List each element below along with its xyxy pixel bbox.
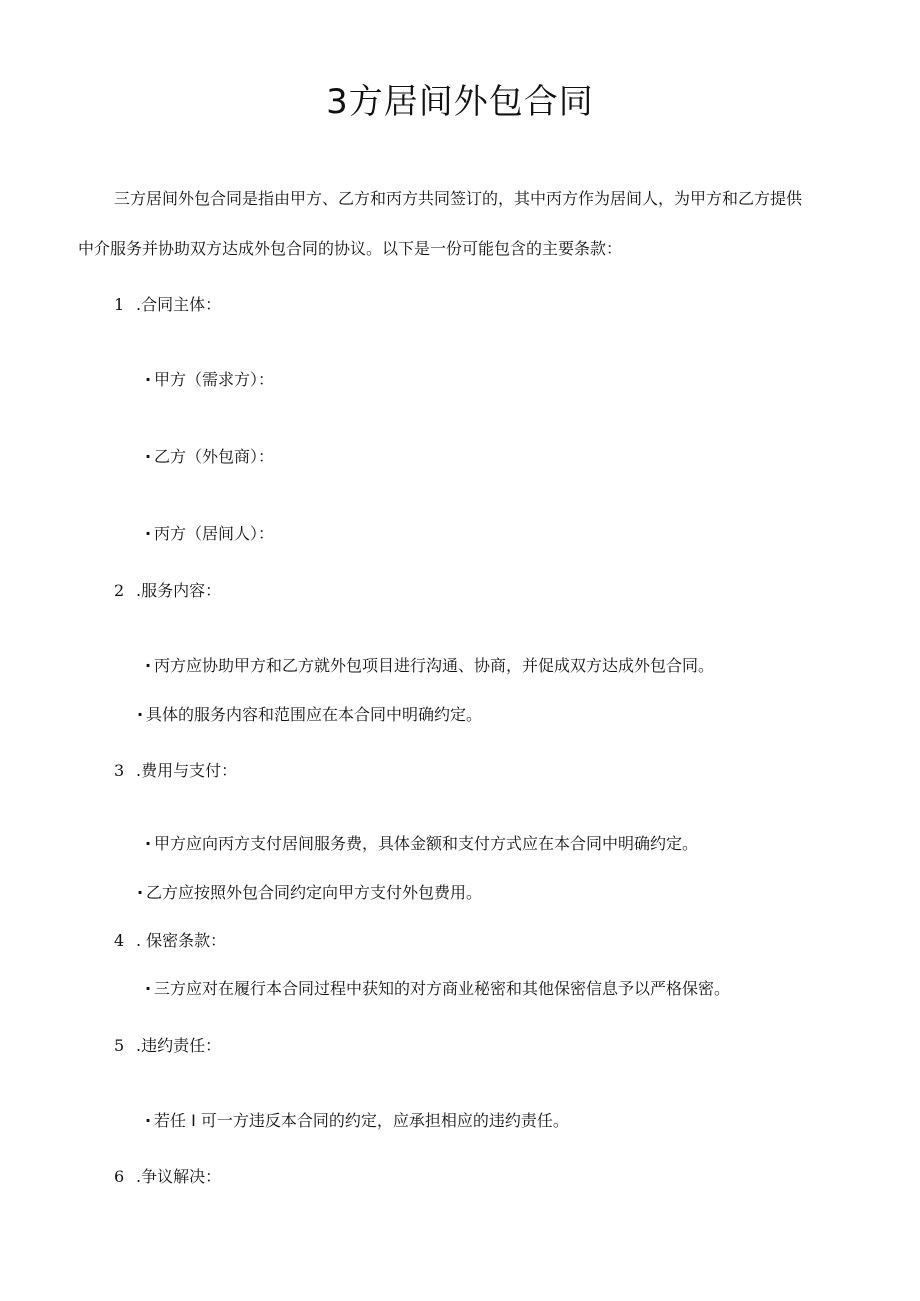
intro-line-2: 中介服务并协助双方达成外包合同的协议。以下是一份可能包含的主要条款：: [78, 239, 623, 258]
bullet-icon: ·: [144, 979, 152, 998]
bullet-icon: ·: [144, 524, 152, 543]
list-item: [134, 880, 482, 903]
section-label: .争议解决：: [136, 1167, 222, 1186]
list-item: [134, 702, 482, 725]
section-number: 3: [114, 761, 125, 780]
section-label: .合同主体：: [136, 295, 222, 314]
document-title: 3方居间外包合同: [326, 82, 594, 122]
list-item-text: 若任 I 可一方违反本合同的约定，应承担相应的违约责任。: [154, 1111, 569, 1130]
section-number: 5: [114, 1036, 125, 1055]
list-item: [142, 976, 730, 999]
bullet-icon: ·: [144, 834, 152, 853]
section-heading-2: [114, 578, 221, 601]
section-label: .费用与支付：: [136, 761, 238, 780]
list-item: [142, 521, 274, 544]
list-item-text: 甲方（需求方）：: [154, 370, 275, 389]
bullet-icon: ·: [144, 1111, 152, 1130]
list-item: [142, 367, 274, 390]
section-heading-1: [114, 292, 221, 315]
section-heading-3: [114, 758, 237, 781]
section-label: . 保密条款：: [136, 931, 227, 950]
bullet-icon: ·: [144, 370, 152, 389]
bullet-icon: ·: [136, 705, 144, 724]
section-number: 4: [114, 931, 125, 950]
section-number: 2: [114, 581, 125, 600]
section-number: 1: [114, 295, 125, 314]
list-item: [142, 1108, 569, 1131]
section-label: .服务内容：: [136, 581, 222, 600]
list-item-text: 具体的服务内容和范围应在本合同中明确约定。: [146, 705, 483, 724]
list-item-text: 三方应对在履行本合同过程中获知的对方商业秘密和其他保密信息予以严格保密。: [154, 979, 731, 998]
list-item-text: 乙方应按照外包合同约定向甲方支付外包费用。: [146, 883, 483, 902]
list-item-text: 乙方（外包商）：: [154, 447, 275, 466]
section-number: 6: [114, 1167, 125, 1186]
section-heading-4: [114, 928, 226, 951]
section-label: .违约责任：: [136, 1036, 222, 1055]
section-heading-6: [114, 1164, 221, 1187]
section-heading-5: [114, 1033, 221, 1056]
list-item-text: 丙方（居间人）：: [154, 524, 275, 543]
bullet-icon: ·: [144, 447, 152, 466]
list-item-text: 丙方应协助甲方和乙方就外包项目进行沟通、协商，并促成双方达成外包合同。: [154, 656, 715, 675]
list-item: [142, 831, 698, 854]
list-item-text: 甲方应向丙方支付居间服务费，具体金额和支付方式应在本合同中明确约定。: [154, 834, 699, 853]
bullet-icon: ·: [136, 883, 144, 902]
list-item: [142, 444, 274, 467]
intro-line-1: 三方居间外包合同是指由甲方、乙方和丙方共同签订的，其中丙方作为居间人，为甲方和乙方提供: [114, 189, 803, 208]
bullet-icon: ·: [144, 656, 152, 675]
list-item: [142, 653, 714, 676]
